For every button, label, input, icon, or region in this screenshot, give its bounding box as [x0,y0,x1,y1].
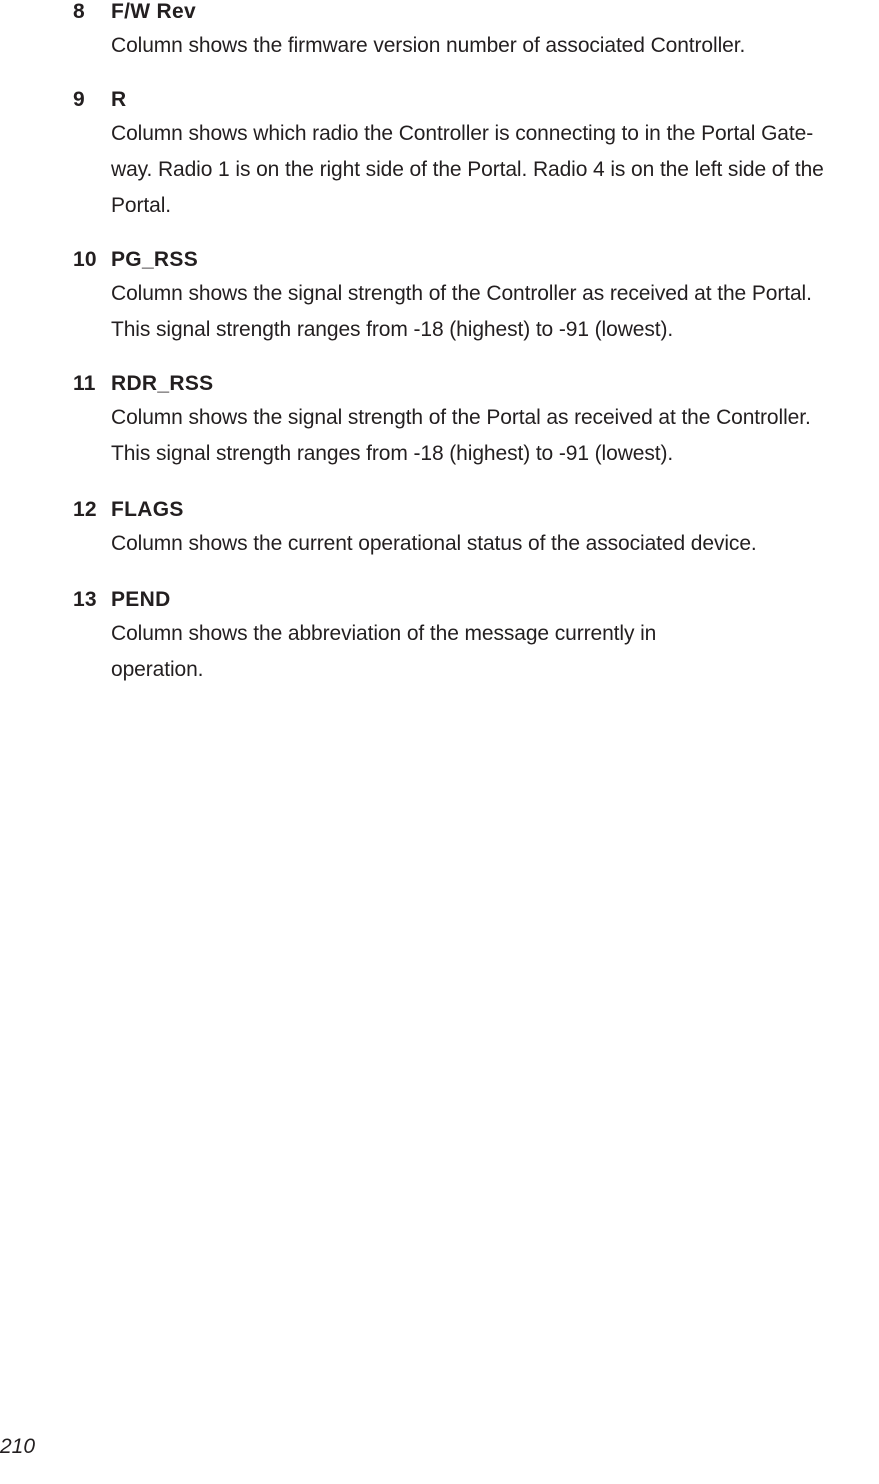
entry-number: 8 [73,0,85,23]
description-line: Column shows the signal strength of the Portal as received at the Controller. [111,406,811,429]
entry-term: F/W Rev [111,0,196,23]
entry-description [111,400,811,472]
entry-term: PEND [111,588,171,611]
entry-number: 11 [73,372,96,395]
entry-number: 12 [73,498,97,521]
entry-number: 10 [73,248,97,271]
entry-term: RDR_RSS [111,372,214,395]
description-line: Column shows the firmware version number of associated Controller. [111,34,746,57]
entry-description [111,526,757,562]
entry-description [111,276,812,348]
description-line: way. Radio 1 is on the right side of the Portal. Radio 4 is on the left side of the [111,158,824,181]
entry-term: R [111,88,127,111]
entry-term: PG_RSS [111,248,198,271]
description-line: Column shows the abbreviation of the message currently in [111,622,657,645]
description-line: This signal strength ranges from -18 (highest) to -91 (lowest). [111,318,674,341]
entry-description [111,116,824,224]
entry-number: 9 [73,88,85,111]
entry-description [111,28,745,64]
description-line: Portal. [111,194,171,217]
description-line: Column shows the current operational status of the associated device. [111,532,757,555]
entry-number: 13 [73,588,97,611]
description-line: operation. [111,658,204,681]
description-line: Column shows the signal strength of the Controller as received at the Portal. [111,282,812,305]
entry-description [111,616,656,688]
entry-term: FLAGS [111,498,184,521]
page-number: 210 [0,1435,36,1458]
description-line: Column shows which radio the Controller is connecting to in the Portal Gate- [111,122,814,145]
description-line: This signal strength ranges from -18 (highest) to -91 (lowest). [111,442,674,465]
